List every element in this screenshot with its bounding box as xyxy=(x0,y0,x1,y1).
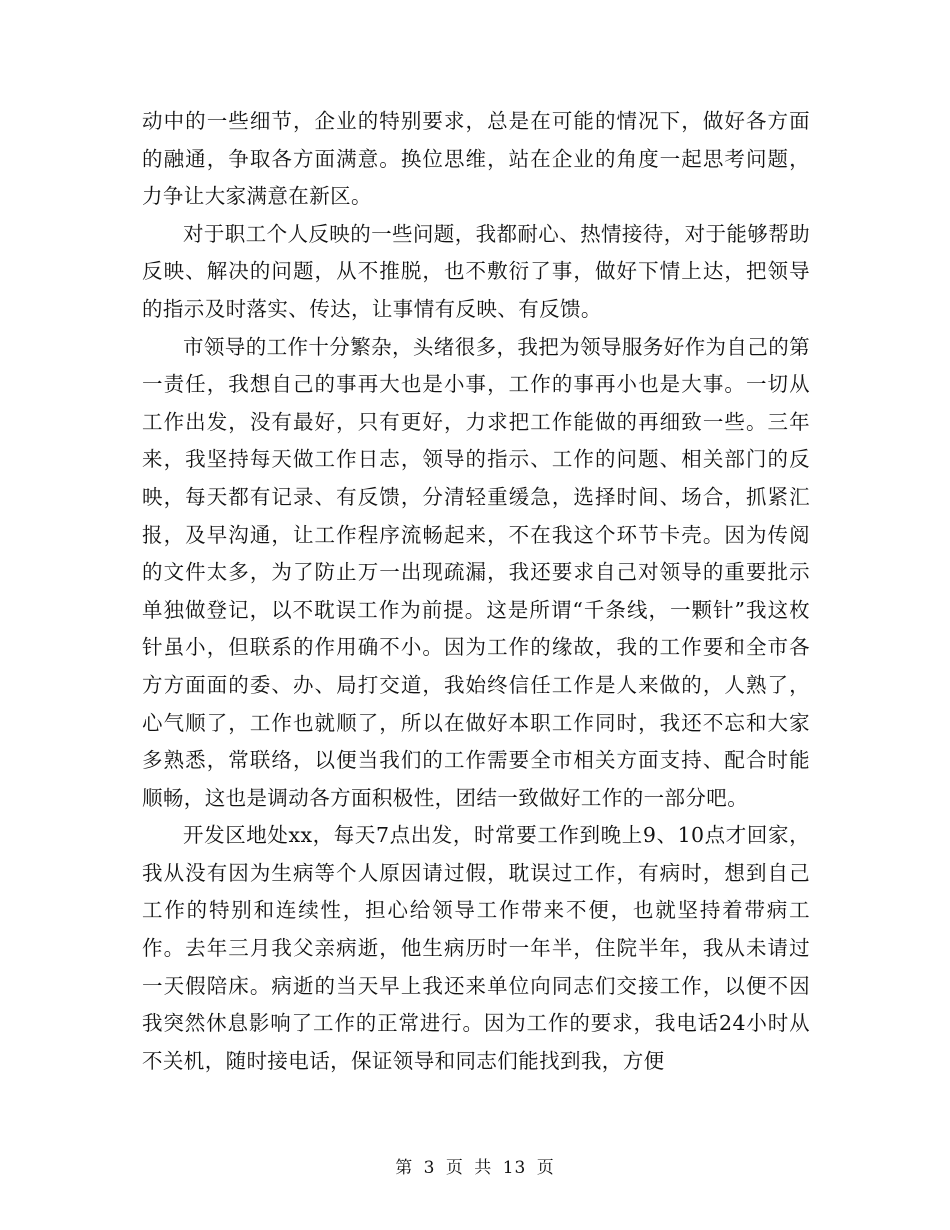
page-footer: 第 3 页 共 13 页 xyxy=(395,1158,555,1178)
paragraph-3: 市领导的工作十分繁杂，头绪很多，我把为领导服务好作为自己的第一责任，我想自己的事再大也是小事，工作的事再小也是大事。一切从工作出发，没有最好，只有更好，力求把工作能做的再细致一些。三年来，我坚持每天做工作日志，领导的指示、工作的问题、相关部门的反映，每天都有记录、有反馈，分清轻重缓急，选择时间、场合，抓紧汇报，及早沟通，让工作程序流畅起来，不在我这个环节卡壳。因为传阅的文件太多，为了防止万一出现疏漏，我还要求自己对领导的重要批示单独做登记，以不耽误工作为前提。这是所谓“千条线，一颗针”我这枚针虽小，但联系的作用确不小。因为工作的缘故，我的工作要和全市各方方面面的委、办、局打交道，我始终信任工作是人来做的，人熟了，心气顺了，工作也就顺了，所以在做好本职工作同时，我还不忘和大家多熟悉，常联络，以便当我们的工作需要全市相关方面支持、配合时能顺畅，这也是调动各方面积极性，团结一致做好工作的一部分吧。 xyxy=(142,334,810,810)
paragraph-4: 开发区地处xx，每天7点出发，时常要工作到晚上9、10点才回家，我从没有因为生病等个人原因请过假，耽误过工作，有病时，想到自己工作的特别和连续性，担心给领导工作带来不便，也就坚持着带病工作。去年三月我父亲病逝，他生病历时一年半，住院半年，我从未请过一天假陪床。病逝的当天早上我还来单位向同志们交接工作，以便不因我突然休息影响了工作的正常进行。因为工作的要求，我电话24小时从不关机，随时接电话，保证领导和同志们能找到我，方便 xyxy=(142,823,810,1073)
paragraph-1: 动中的一些细节，企业的特别要求，总是在可能的情况下，做好各方面的融通，争取各方面满意。换位思维，站在企业的角度一起思考问题，力争让大家满意在新区。 xyxy=(142,109,810,209)
paragraph-2: 对于职工个人反映的一些问题，我都耐心、热情接待，对于能够帮助反映、解决的问题，从不推脱，也不敷衍了事，做好下情上达，把领导的指示及时落实、传达，让事情有反映、有反馈。 xyxy=(142,221,810,321)
document-body xyxy=(142,103,810,1080)
